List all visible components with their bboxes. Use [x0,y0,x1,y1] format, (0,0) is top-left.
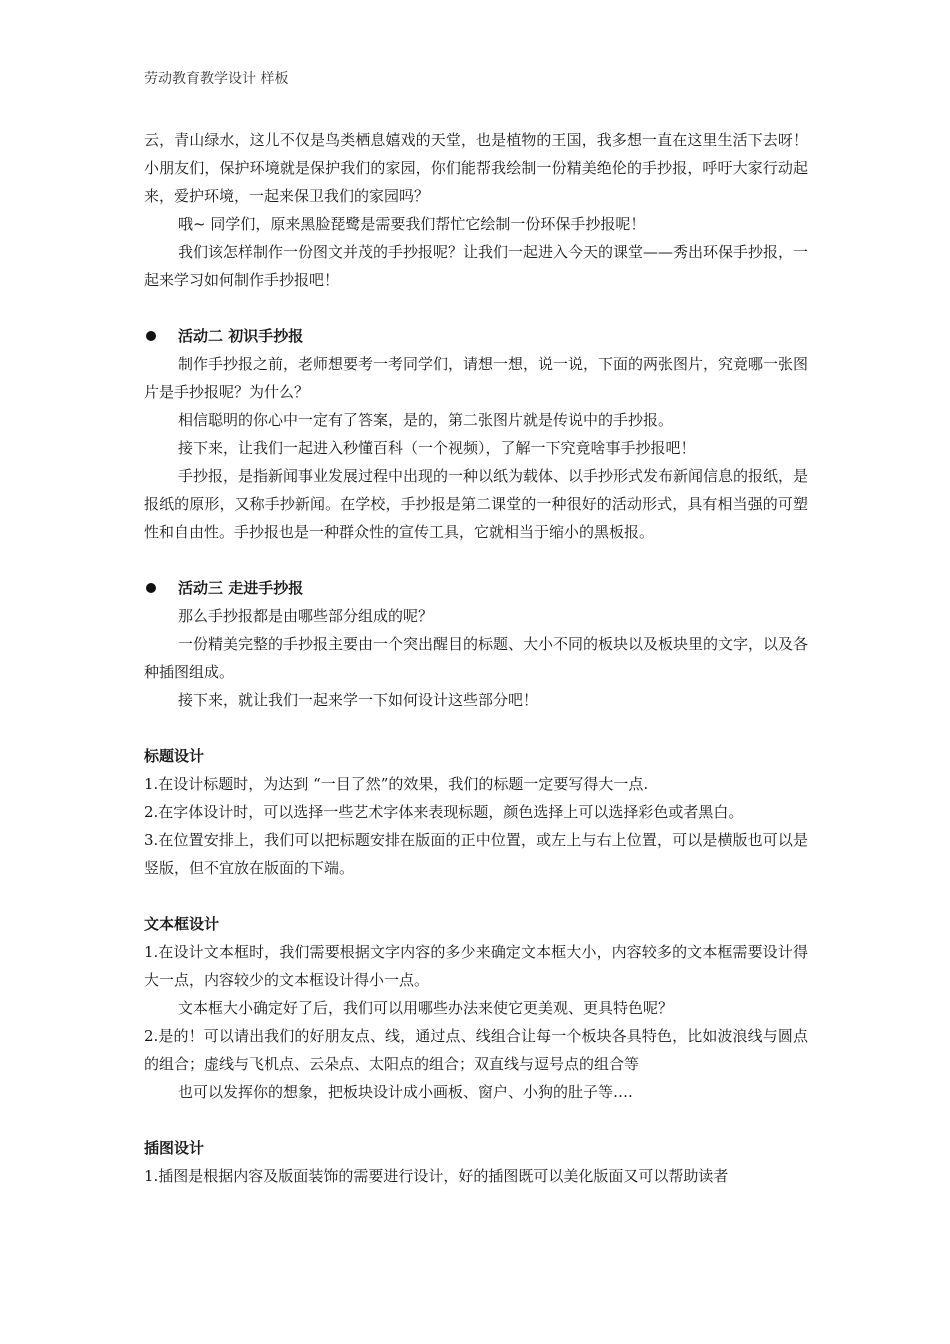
paragraph-spacer [144,546,808,574]
activity-heading-text: 活动三 走进手抄报 [178,579,304,597]
paragraph: 制作手抄报之前，老师想要考一考同学们，请想一想，说一说，下面的两张图片，究竟哪一张图片是手抄报呢？为什么？ [144,355,809,401]
paragraph: 1.插图是根据内容及版面装饰的需要进行设计，好的插图既可以美化版面又可以帮助读者 [144,1167,729,1185]
paragraph: 我们该怎样制作一份图文并茂的手抄报呢？让我们一起进入今天的课堂——秀出环保手抄报，一起来学习如何制作手抄报吧！ [144,243,809,289]
paragraph: 1.在设计文本框时，我们需要根据文字内容的多少来确定文本框大小，内容较多的文本框需要设计得大一点，内容较少的文本框设计得小一点。 [144,943,808,989]
activity-heading [144,322,808,350]
paragraph: 接下来，让我们一起进入秒懂百科（一个视频），了解一下究竟啥事手抄报吧！ [178,439,696,457]
paragraph: 相信聪明的你心中一定有了答案，是的，第二张图片就是传说中的手抄报。 [178,411,674,429]
paragraph: 一份精美完整的手抄报主要由一个突出醒目的标题、大小不同的板块以及板块里的文字，以及各种插图组成。 [144,635,809,681]
paragraph: 接下来，就让我们一起来学一下如何设计这些部分吧！ [178,691,539,709]
paragraph: 2.是的！可以请出我们的好朋友点、线，通过点、线组合让每一个板块各具特色，比如波浪线与圆点的组合；虚线与飞机点、云朵点、太阳点的组合；双直线与逗号点的组合等 [144,1027,808,1073]
paragraph: 1.在设计标题时，为达到 “一目了然”的效果，我们的标题一定要写得大一点. [144,775,649,793]
paragraph-spacer [144,1106,808,1134]
paragraph: 那么手抄报都是由哪些部分组成的呢？ [178,607,434,625]
paragraph: 2.在字体设计时，可以选择一些艺术字体来表现标题，颜色选择上可以选择彩色或者黑白。 [144,803,744,821]
paragraph: 哦~ 同学们，原来黑脸琵鹭是需要我们帮忙它绘制一份环保手抄报呢！ [178,215,646,233]
paragraph: 手抄报，是指新闻事业发展过程中出现的一种以纸为载体、以手抄形式发布新闻信息的报纸，是报纸的原形，又称手抄新闻。在学校，手抄报是第二课堂的一种很好的活动形式，具有相当强的可塑性和自由性。手抄报也是一种群众性的宣传工具，它就相当于缩小的黑板报。 [144,467,809,541]
document-body [144,126,808,1190]
page-header: 劳动教育教学设计 样板 [144,71,289,87]
activity-heading-text: 活动二 初识手抄报 [178,327,304,345]
paragraph: 3.在位置安排上，我们可以把标题安排在版面的正中位置，或左上与右上位置，可以是横版也可以是竖版，但不宜放在版面的下端。 [144,831,808,877]
section-heading: 文本框设计 [144,915,220,933]
section-heading: 标题设计 [144,747,205,765]
paragraph: 文本框大小确定好了后，我们可以用哪些办法来使它更美观、更具特色呢？ [178,999,674,1017]
bullet-dot-icon [146,583,156,593]
paragraph-spacer [144,882,808,910]
paragraph-spacer [144,714,808,742]
paragraph: 也可以发挥你的想象，把板块设计成小画板、窗户、小狗的肚子等…. [178,1083,633,1101]
bullet-dot-icon [146,331,156,341]
paragraph: 云，青山绿水，这儿不仅是鸟类栖息嬉戏的天堂，也是植物的王国，我多想一直在这里生活下去呀！小朋友们，保护环境就是保护我们的家园，你们能帮我绘制一份精美绝伦的手抄报，呼吁大家行动起来，爱护环境，一起来保卫我们的家园吗？ [144,131,808,205]
activity-heading [144,574,808,602]
paragraph-spacer [144,294,808,322]
section-heading: 插图设计 [144,1139,205,1157]
